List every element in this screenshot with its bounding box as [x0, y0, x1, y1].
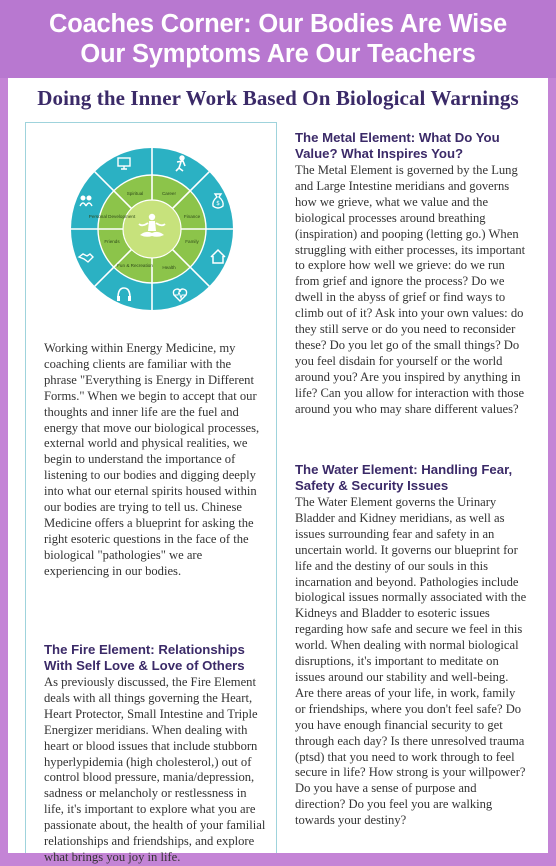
wheel-label-finance: Finance	[183, 214, 201, 219]
svg-text:$: $	[216, 200, 220, 207]
wheel-label-fun-recreation: Fun & Recreation	[117, 263, 153, 268]
metal-element-section	[295, 130, 527, 418]
wheel-label-friends: Friends	[104, 239, 120, 244]
metal-element-body: The Metal Element is governed by the Lung and Large Intestine meridians and governs how we grieve, what we value and the biological processes around breathing (inspiration) and pooping (letting go.) When struggling with either processes, its important to explore how well we grieve: do we run from grief and ignore the process? Do we dwell in the abyss of grief or find ways to climb out of it? Ask into your own values: do they still serve or do you need to reconsider these? Do you let go of the small things? Do you feel disdain for yourself or the world around you? Are you inspired by anything in life? Can you allow for interaction with those around you who may share different values?	[295, 163, 526, 416]
article-subtitle: Doing the Inner Work Based On Biological Warnings	[37, 86, 519, 110]
wheel-label-family: Family	[185, 239, 199, 244]
page-title	[49, 9, 507, 69]
wheel-label-personal-development: Personal Development	[88, 214, 136, 219]
title-line-1: Coaches Corner: Our Bodies Are Wise	[48, 10, 508, 38]
fire-element-body: As previously discussed, the Fire Element deals with all things governing the Heart, Heart Protector, Small Intestine and Triple Energizer meridians. When dealing with heart or blood issues that include stubborn hyperlypidemia (high cholesterol,) out of control blood pressure, mania/depression, sadness or melancholy or restlessness in life, it's important to explore what you are passionate about, the health of your familial relationships and friendships, and explore what brings you joy in life.	[44, 675, 266, 864]
metal-element-title: The Metal Element: What Do You Value? What Inspires You?	[295, 130, 500, 161]
fire-element-section	[44, 642, 266, 866]
header-banner	[0, 0, 556, 78]
water-element-title: The Water Element: Handling Fear, Safety & Security Issues	[295, 462, 513, 493]
wheel-label-spiritual: Spiritual	[126, 191, 144, 196]
water-element-section	[295, 462, 527, 829]
fire-element-title: The Fire Element: Relationships With Self Love & Love of Others	[44, 642, 245, 673]
water-element-body: The Water Element governs the Urinary Bladder and Kidney meridians, as well as issues surrounding fear and safety in an uncertain world. It governs our blueprint for life and the destiny of our souls in this incarnation and beyond. Pathologies include biological issues normally associated with the Kidneys and Bladder to esoteric issues regarding how safe and secure we feel in this world. When dealing with normal biological disruptions, it's important to meditate on issues around our stability and well-being. Are there areas of your life, in work, family or friendships, where you don't feel safe? Do you have enough financial security to get through each day? Is there unresolved trauma (ptsd) that you need to work through to feel secure in life? How strong is your willpower? Do you have a sense of purpose and direction? Do you feel you are walking towards your destiny?	[295, 495, 527, 828]
left-column	[25, 122, 277, 864]
title-line-2: Our Symptoms Are Our Teachers	[80, 40, 476, 68]
life-wheel-illustration	[70, 147, 234, 311]
wheel-label-health: Health	[162, 265, 176, 270]
intro-paragraph: Working within Energy Medicine, my coaching clients are familiar with the phrase "Everything is Energy in Different Forms." When we begin to accept that our thoughts and inner life are the fuel and energy that move our biological processes, external world and physical realities, we begin to understand the importance of listening to our bodies and digging deeply into what our eternal spirits housed within our bodies are trying to tell us. Chinese Medicine offers a blueprint for asking the right esoteric questions in the face of the biological "pathologies" we are experiencing in our bodies.	[44, 341, 260, 578]
wheel-label-career: Career	[161, 191, 177, 196]
article-page	[8, 78, 548, 864]
life-wheel-figure	[26, 123, 276, 343]
